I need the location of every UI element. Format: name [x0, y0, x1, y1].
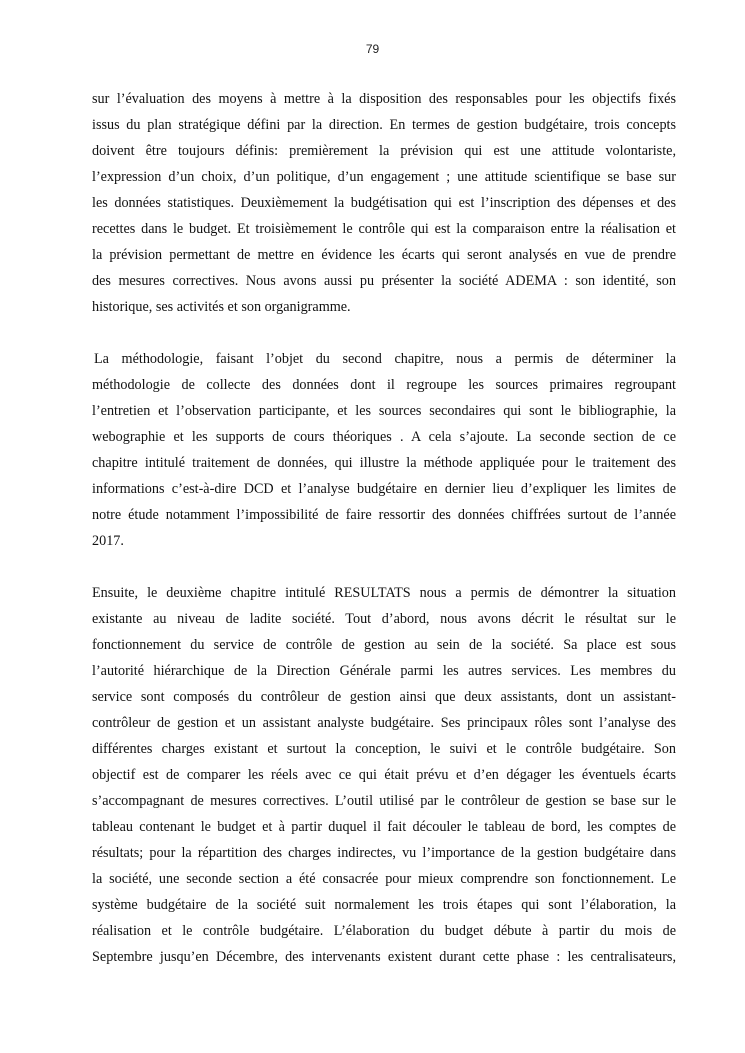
- text-line: l’autorité hiérarchique de la Direction Générale parmi les autres services. Les membres du: [92, 663, 676, 679]
- text-line: contrôleur de gestion et un assistant analyste budgétaire. Ses principaux rôles sont l’analyse des: [92, 715, 676, 731]
- text-line: l’expression d’un choix, d’un politique, d’un engagement ; une attitude scientifique se base sur: [92, 169, 676, 185]
- text-line: s’accompagnant de mesures correctives. L’outil utilisé par le contrôleur de gestion se base sur le: [92, 793, 676, 809]
- text-line: réalisation et le contrôle budgétaire. L’élaboration du budget débute à partir du mois de: [92, 923, 676, 939]
- text-line: issus du plan stratégique défini par la direction. En termes de gestion budgétaire, trois concepts: [92, 117, 676, 133]
- text-line: les données statistiques. Deuxièmement la budgétisation qui est l’inscription des dépenses et des: [92, 195, 676, 211]
- paragraph-1: [92, 86, 676, 320]
- text-line: 2017.: [92, 533, 124, 549]
- text-line: webographie et les supports de cours théoriques . A cela s’ajoute. La seconde section de ce: [92, 429, 676, 445]
- text-line: la société, une seconde section a été consacrée pour mieux comprendre son fonctionnement. Le: [92, 871, 676, 887]
- text-line: chapitre intitulé traitement de données, qui illustre la méthode appliquée pour le traitement des: [92, 455, 676, 471]
- paragraph-gap: [92, 320, 676, 346]
- text-line: existante au niveau de ladite société. Tout d’abord, nous avons décrit le résultat sur le: [92, 611, 676, 627]
- text-line: des mesures correctives. Nous avons aussi pu présenter la société ADEMA : son identité, son: [92, 273, 676, 289]
- text-line: notre étude notamment l’impossibilité de faire ressortir des données chiffrées surtout de l’année: [92, 507, 676, 523]
- page-number: 79: [365, 42, 380, 56]
- paragraph-2: [92, 346, 676, 554]
- text-line: doivent être toujours définis: premièrement la prévision qui est une attitude volontariste,: [92, 143, 676, 159]
- text-line: fonctionnement du service de contrôle de gestion au sein de la société. Sa place est sous: [92, 637, 676, 653]
- text-line: informations c’est-à-dire DCD et l’analyse budgétaire en dernier lieu d’expliquer les limites de: [92, 481, 676, 497]
- paragraph-3: [92, 580, 676, 970]
- text-line: Ensuite, le deuxième chapitre intitulé RESULTATS nous a permis de démontrer la situation: [92, 585, 676, 601]
- text-line: méthodologie de collecte des données dont il regroupe les sources primaires regroupant: [92, 377, 676, 393]
- text-line: objectif est de comparer les réels avec ce qui était prévu et d’en dégager les éventuels écarts: [92, 767, 676, 783]
- text-line: service sont composés du contrôleur de gestion ainsi que deux assistants, dont un assistant-: [92, 689, 676, 705]
- text-line: historique, ses activités et son organigramme.: [92, 299, 351, 315]
- text-line: résultats; pour la répartition des charges indirectes, vu l’importance de la gestion budgétaire dans: [92, 845, 676, 861]
- text-line: différentes charges existant et surtout la conception, le suivi et le contrôle budgétaire. Son: [92, 741, 676, 757]
- text-line: sur l’évaluation des moyens à mettre à la disposition des responsables pour les objectifs fixés: [92, 91, 676, 107]
- text-line: Septembre jusqu’en Décembre, des intervenants existent durant cette phase : les centralisateurs,: [92, 949, 676, 965]
- text-line: recettes dans le budget. Et troisièmement le contrôle qui est la comparaison entre la réalisation et: [92, 221, 676, 237]
- text-line: l’entretien et l’observation participante, et les sources secondaires qui sont le bibliographie, la: [92, 403, 676, 419]
- body-text: [92, 86, 676, 970]
- text-line: système budgétaire de la société suit normalement les trois étapes qui sont l’élaboration, la: [92, 897, 676, 913]
- text-line: tableau contenant le budget et à partir duquel il fait découler le tableau de bord, les comptes de: [92, 819, 676, 835]
- paragraph-gap: [92, 554, 676, 580]
- text-line: La méthodologie, faisant l’objet du second chapitre, nous a permis de déterminer la: [94, 351, 676, 367]
- text-line: la prévision permettant de mettre en évidence les écarts qui seront analysés en vue de prendre: [92, 247, 676, 263]
